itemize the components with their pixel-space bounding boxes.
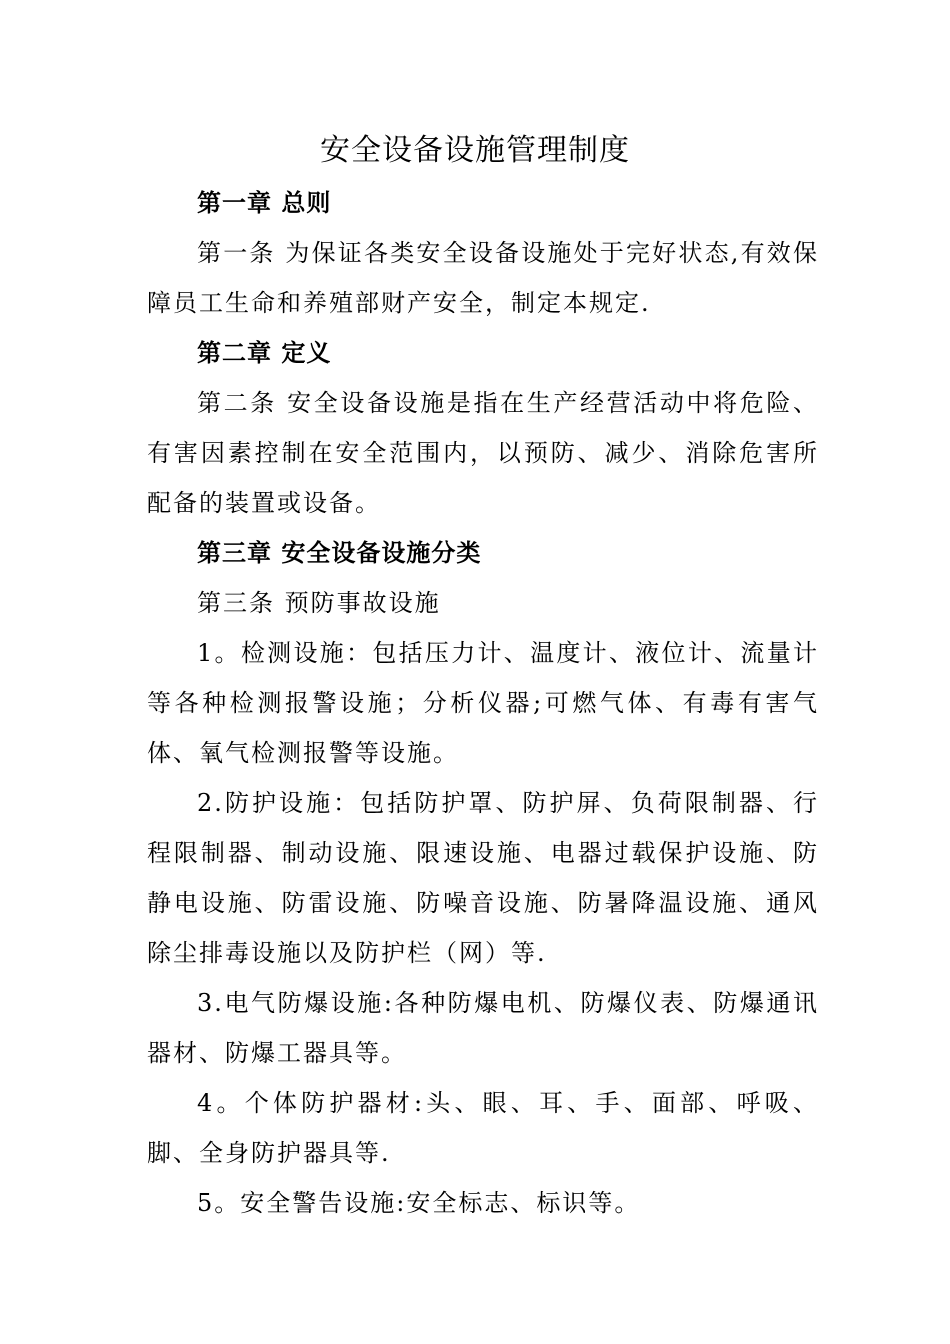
chapter-1-heading: 第一章 总则 <box>197 189 332 217</box>
list-item-4: 4。个体防护器材:头、眼、耳、手、面部、呼吸、脚、全身防护器具等. <box>147 1089 819 1167</box>
list-item-2: 2.防护设施：包括防护罩、防护屏、负荷限制器、行程限制器、制动设施、限速设施、电器过载保护设施、防静电设施、防雷设施、防噪音设施、防暑降温设施、通风除尘排毒设施以及防护栏（网）等. <box>147 789 819 967</box>
document-body <box>147 178 819 1228</box>
chapter-3-heading: 第三章 安全设备设施分类 <box>197 539 482 567</box>
document-title: 安全设备设施管理制度 <box>320 133 630 168</box>
article-3: 第三条 预防事故设施 <box>197 589 441 617</box>
chapter-2-heading: 第二章 定义 <box>197 339 332 367</box>
list-item-1: 1。检测设施：包括压力计、温度计、液位计、流量计等各种检测报警设施；分析仪器;可燃气体、有毒有害气体、氧气检测报警等设施。 <box>147 639 819 767</box>
list-item-5: 5。安全警告设施:安全标志、标识等。 <box>197 1189 641 1217</box>
list-item-3: 3.电气防爆设施:各种防爆电机、防爆仪表、防爆通讯器材、防爆工器具等。 <box>147 989 819 1067</box>
article-2: 第二条 安全设备设施是指在生产经营活动中将危险、有害因素控制在安全范围内，以预防、减少、消除危害所配备的装置或设备。 <box>147 389 819 517</box>
article-1: 第一条 为保证各类安全设备设施处于完好状态,有效保障员工生命和养殖部财产安全，制定本规定. <box>147 239 819 317</box>
